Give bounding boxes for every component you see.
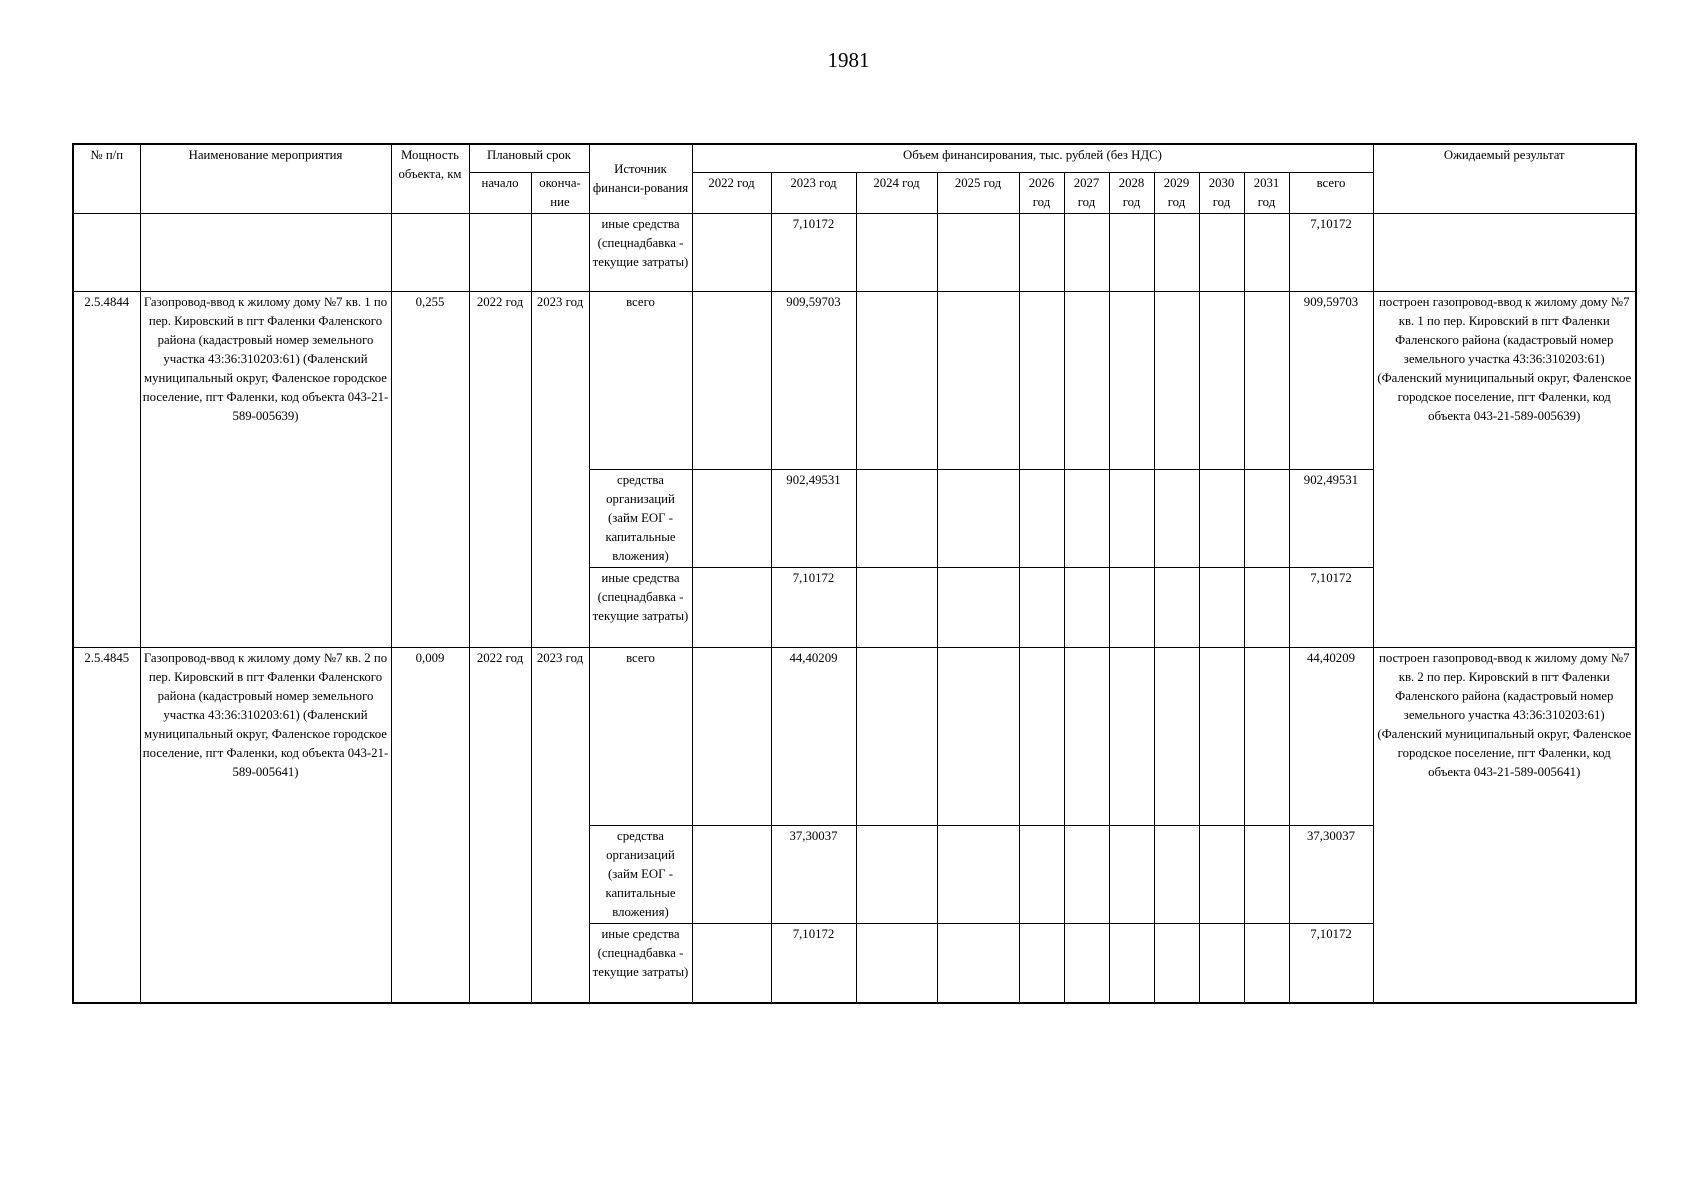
item-num: 2.5.4844 <box>73 291 140 647</box>
value-2023: 44,40209 <box>771 647 856 825</box>
value-2023: 7,10172 <box>771 567 856 647</box>
item-start: 2022 год <box>469 291 531 647</box>
value-2023: 37,30037 <box>771 825 856 923</box>
header-capacity: Мощность объекта, км <box>391 144 469 213</box>
header-year-2030: 2030 год <box>1199 172 1244 213</box>
value-2023: 7,10172 <box>771 213 856 291</box>
item-num: 2.5.4845 <box>73 647 140 1003</box>
header-year-2028: 2028 год <box>1109 172 1154 213</box>
header-year-2022: 2022 год <box>692 172 771 213</box>
value-total: 7,10172 <box>1289 213 1373 291</box>
header-year-2031: 2031 год <box>1244 172 1289 213</box>
value-total: 44,40209 <box>1289 647 1373 825</box>
header-year-2023: 2023 год <box>771 172 856 213</box>
header-term: Плановый срок <box>469 144 589 172</box>
item-result: построен газопровод-ввод к жилому дому №7 кв. 2 по пер. Кировский в пгт Фаленки Фаленского района (кадастровый номер земельного участка 43:36:310203:61) (Фаленский муниципальный округ, Фаленское городское поселение, пгт Фаленки, код объекта 043-21-589-005641) <box>1373 647 1636 1003</box>
header-funding: Объем финансирования, тыс. рублей (без НДС) <box>692 144 1373 172</box>
value-total: 909,59703 <box>1289 291 1373 469</box>
source-cell: иные средства (спецнадбавка - текущие затраты) <box>589 923 692 1003</box>
header-year-2029: 2029 год <box>1154 172 1199 213</box>
source-cell: иные средства (спецнадбавка - текущие затраты) <box>589 567 692 647</box>
value-2023: 7,10172 <box>771 923 856 1003</box>
header-total: всего <box>1289 172 1373 213</box>
value-2023: 902,49531 <box>771 469 856 567</box>
table-row <box>73 291 1636 469</box>
source-cell: всего <box>589 291 692 469</box>
source-cell: средства организаций (займ ЕОГ - капитальные вложения) <box>589 469 692 567</box>
item-end: 2023 год <box>531 647 589 1003</box>
source-cell: всего <box>589 647 692 825</box>
funding-table <box>72 143 1637 1004</box>
value-total: 902,49531 <box>1289 469 1373 567</box>
header-year-2027: 2027 год <box>1064 172 1109 213</box>
source-cell: средства организаций (займ ЕОГ - капитальные вложения) <box>589 825 692 923</box>
item-start: 2022 год <box>469 647 531 1003</box>
value-2023: 909,59703 <box>771 291 856 469</box>
header-term-start: начало <box>469 172 531 213</box>
table-row <box>73 647 1636 825</box>
header-result: Ожидаемый результат <box>1373 144 1636 213</box>
item-capacity: 0,009 <box>391 647 469 1003</box>
item-name: Газопровод-ввод к жилому дому №7 кв. 2 по пер. Кировский в пгт Фаленки Фаленского района (кадастровый номер земельного участка 43:36:310203:61) (Фаленский муниципальный округ, Фаленское городское поселение, пгт Фаленки, код объекта 043-21-589-005641) <box>140 647 391 1003</box>
item-name: Газопровод-ввод к жилому дому №7 кв. 1 по пер. Кировский в пгт Фаленки Фаленского района (кадастровый номер земельного участка 43:36:310203:61) (Фаленский муниципальный округ, Фаленское городское поселение, пгт Фаленки, код объекта 043-21-589-005639) <box>140 291 391 647</box>
header-year-2026: 2026 год <box>1019 172 1064 213</box>
item-capacity: 0,255 <box>391 291 469 647</box>
header-num: № п/п <box>73 144 140 213</box>
value-total: 37,30037 <box>1289 825 1373 923</box>
item-result: построен газопровод-ввод к жилому дому №7 кв. 1 по пер. Кировский в пгт Фаленки Фаленского района (кадастровый номер земельного участка 43:36:310203:61) (Фаленский муниципальный округ, Фаленское городское поселение, пгт Фаленки, код объекта 043-21-589-005639) <box>1373 291 1636 647</box>
page-number: 1981 <box>827 48 870 72</box>
header-name: Наименование мероприятия <box>140 144 391 213</box>
header-source: Источник финанси-рования <box>589 144 692 213</box>
table-row <box>73 213 1636 291</box>
value-total: 7,10172 <box>1289 567 1373 647</box>
header-row-1 <box>73 144 1636 172</box>
item-end: 2023 год <box>531 291 589 647</box>
header-term-end: оконча-ние <box>531 172 589 213</box>
header-year-2024: 2024 год <box>856 172 937 213</box>
source-cell: иные средства (спецнадбавка - текущие затраты) <box>589 213 692 291</box>
value-total: 7,10172 <box>1289 923 1373 1003</box>
header-year-2025: 2025 год <box>937 172 1019 213</box>
